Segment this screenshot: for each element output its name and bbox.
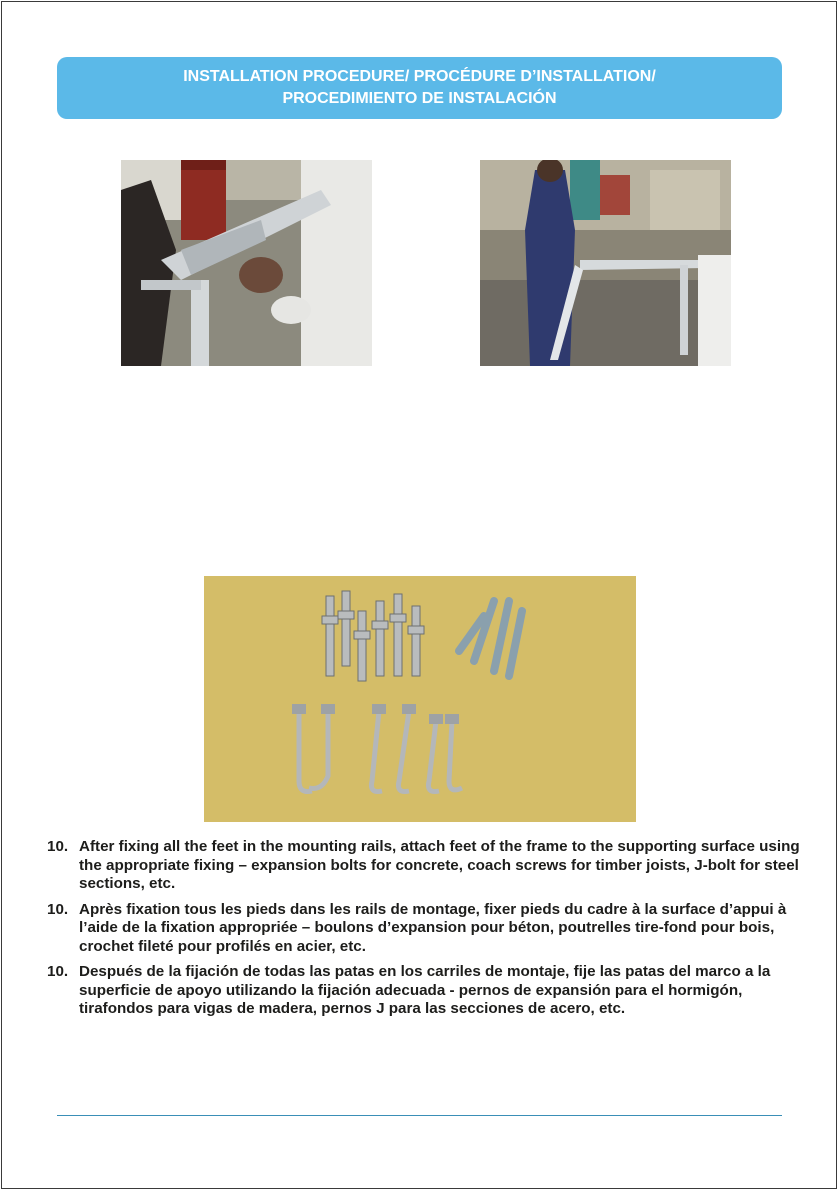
step-text: After fixing all the feet in the mounting rails, attach feet of the frame to the supporting surface using the appropriate fixing – expansion bolts for concrete, coach screws for timber joists, J-bolt for steel sections, etc. <box>79 838 800 892</box>
instruction-steps <box>47 838 807 1026</box>
step-text: Après fixation tous les pieds dans les rails de montage, fixer pieds du cadre à la surface d’appui à l’aide de la fixation appropriée – boulons d’expansion pour béton, poutrelles tire-fond pour bois, crochet fileté pour profilés en acier, etc. <box>79 900 787 955</box>
header-title-line-1: INSTALLATION PROCEDURE/ PROCÉDURE D’INSTALLATION/ <box>183 68 656 85</box>
instruction-step-english <box>47 838 807 894</box>
step-number: 10. <box>47 963 69 980</box>
section-header-banner <box>57 57 782 119</box>
instruction-step-spanish <box>47 963 807 1019</box>
step-text: Después de la fijación de todas las patas en los carriles de montaje, fije las patas del marco a la superficie de apoyo utilizando la fijación adecuada - pernos de expansión para el hormigón, tirafondos para vigas de madera, pernos J para las secciones de acero, etc. <box>79 963 771 1017</box>
footer-divider <box>57 1115 782 1116</box>
photo-fixing-bolts-assortment <box>204 576 636 822</box>
photo-worker-positioning-frame <box>480 160 731 366</box>
step-number: 10. <box>47 900 69 918</box>
instruction-step-french <box>47 901 807 957</box>
step-number: 10. <box>47 838 69 855</box>
photo-fixing-feet-to-rail <box>121 160 372 366</box>
header-title-line-2: PROCEDIMIENTO DE INSTALACIÓN <box>282 90 557 107</box>
